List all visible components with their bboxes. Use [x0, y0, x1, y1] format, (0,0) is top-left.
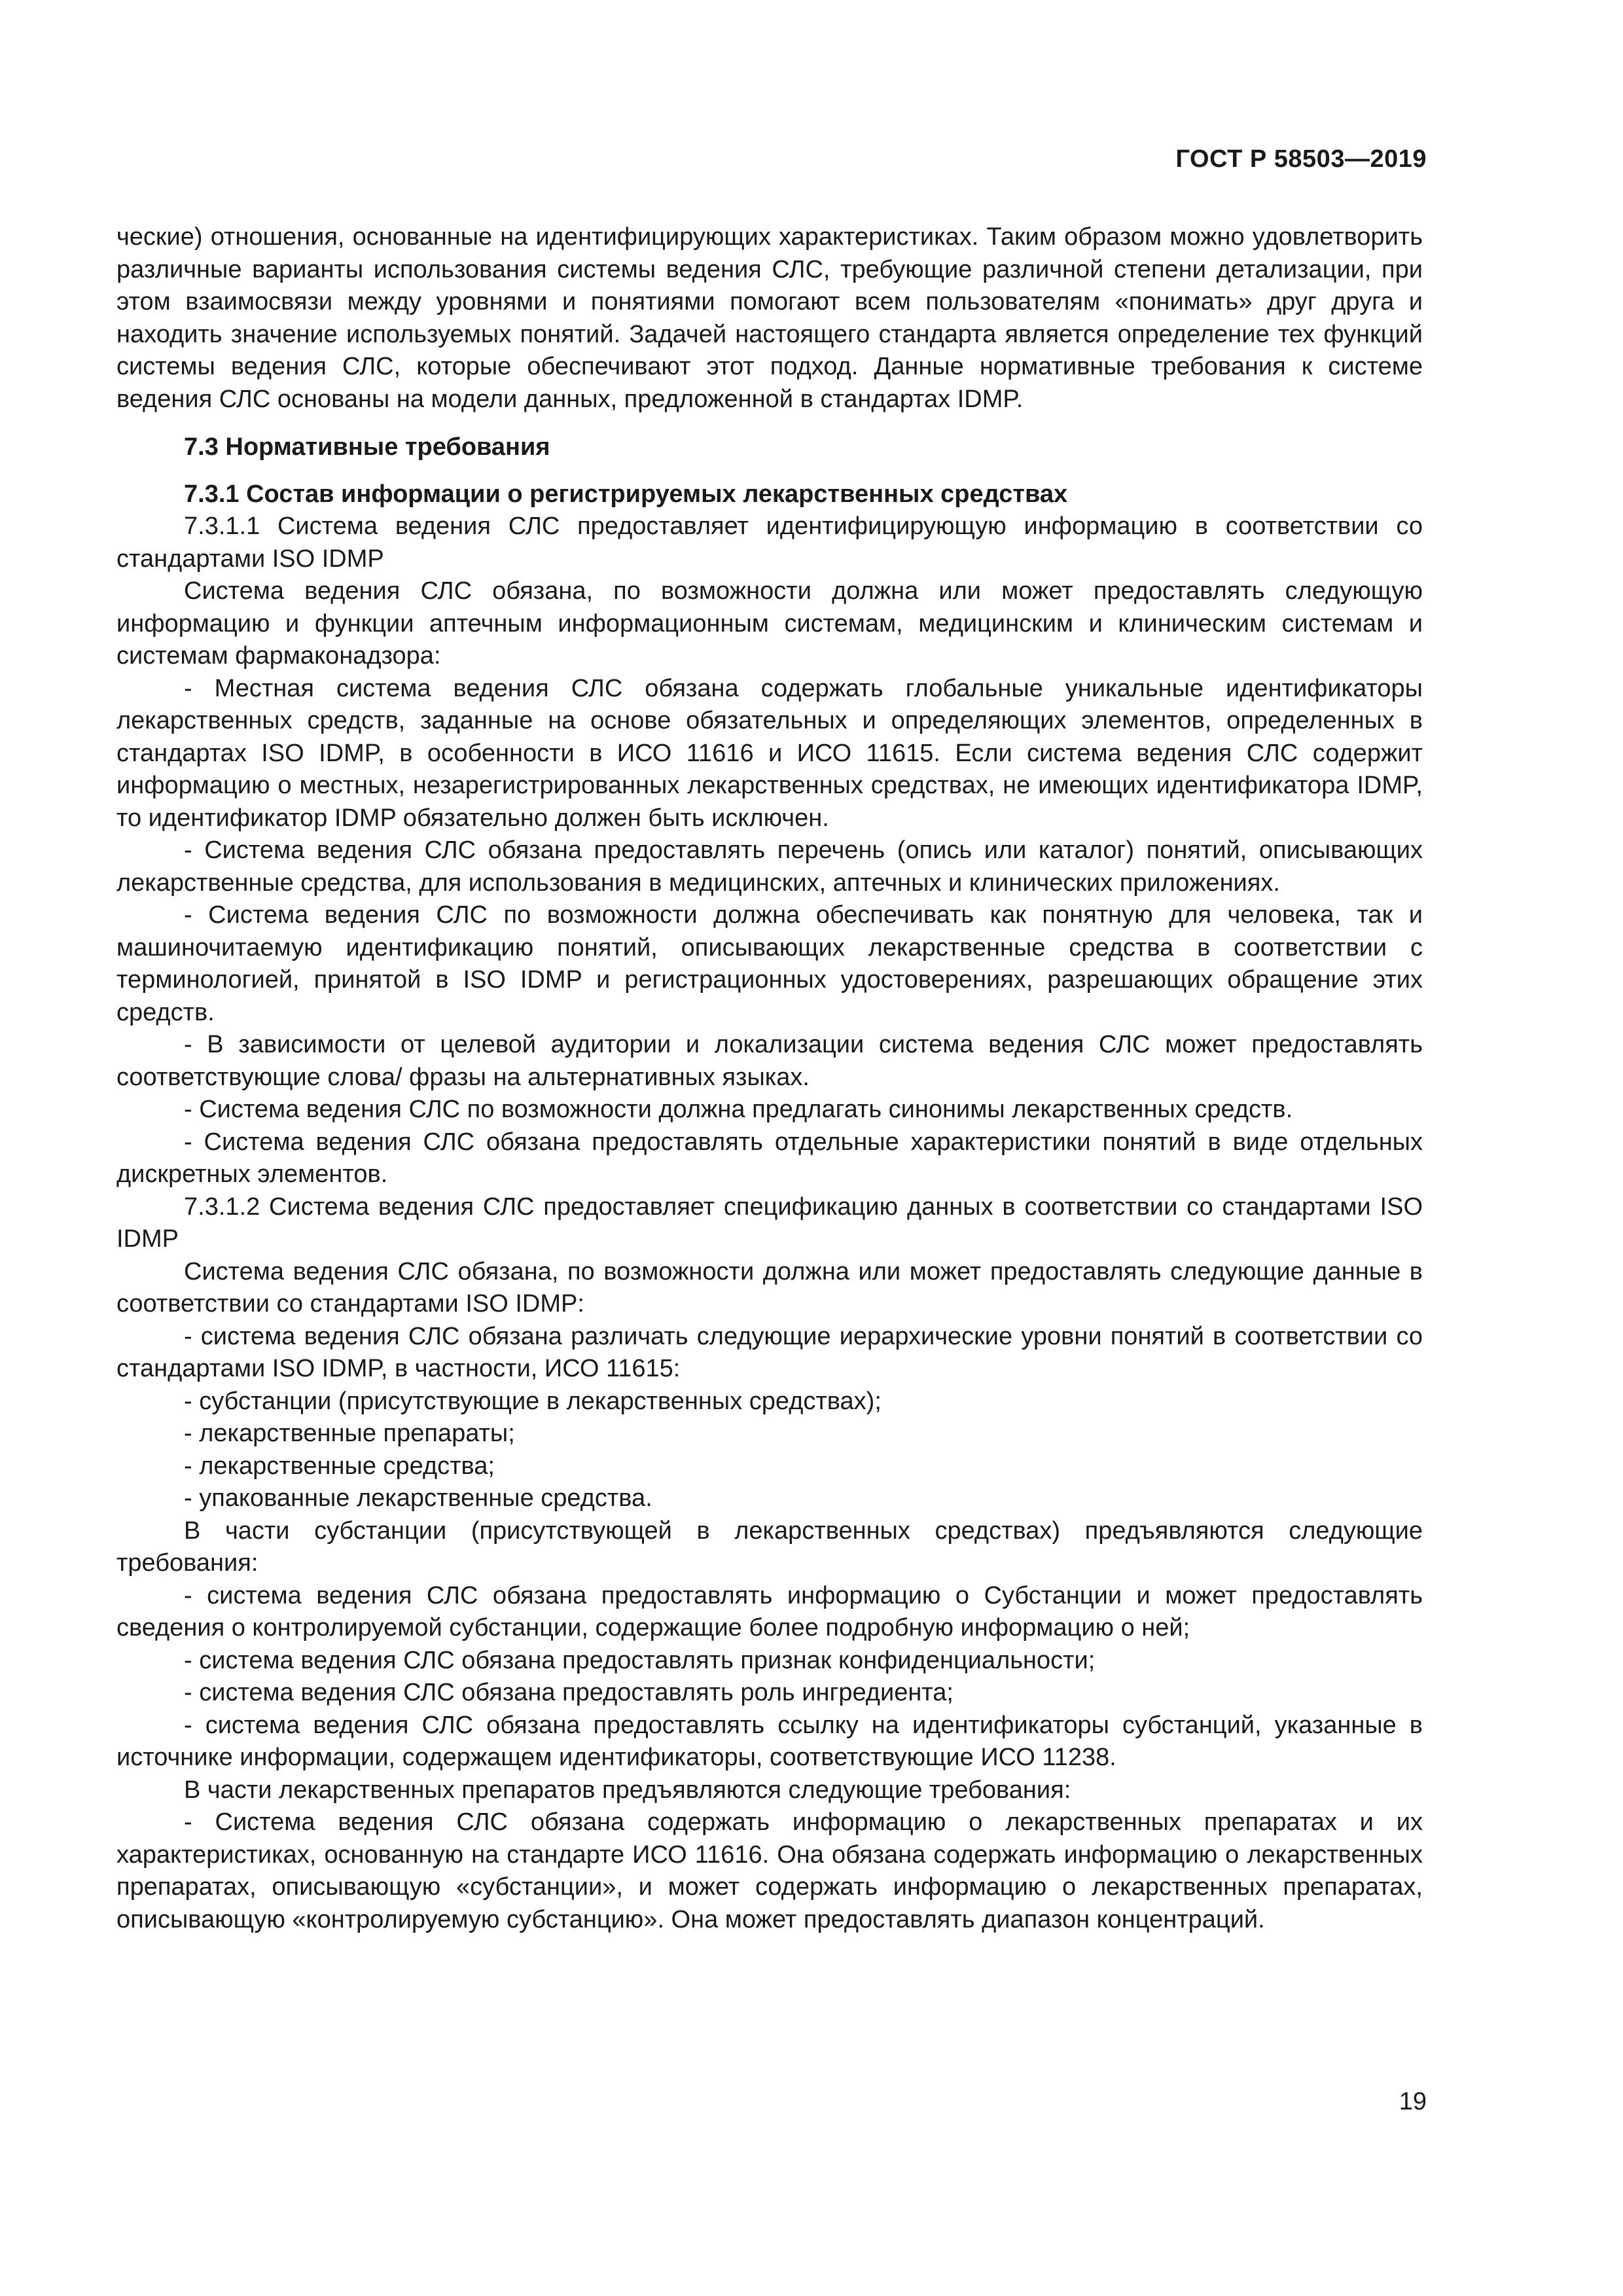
- paragraph: Система ведения СЛС обязана, по возможности должна или может предоставлять следующую информацию и функции аптечным информационным системам, медицинским и клиническим системам и системам фармаконадзора:: [116, 577, 1423, 670]
- page-number: 19: [1399, 2088, 1427, 2115]
- section-heading: 7.3 Нормативные требования: [184, 433, 550, 461]
- paragraph: В части лекарственных препаратов предъявляются следующие требования:: [184, 1776, 1071, 1804]
- list-item: - система ведения СЛС обязана предоставлять информацию о Субстанции и может предоставлять сведения о контролируемой субстанции, содержащие более подробную информацию о ней;: [116, 1581, 1423, 1641]
- list-item: - субстанции (присутствующие в лекарственных средствах);: [184, 1387, 882, 1415]
- subsection-heading: 7.3.1 Состав информации о регистрируемых лекарственных средствах: [184, 480, 1068, 508]
- list-item: - В зависимости от целевой аудитории и локализации система ведения СЛС может предоставлять соответствующие слова/ фразы на альтернативных языках.: [116, 1031, 1423, 1091]
- list-item: - Система ведения СЛС по возможности должна предлагать синонимы лекарственных средств.: [184, 1096, 1293, 1123]
- list-item: - лекарственные средства;: [184, 1452, 495, 1480]
- list-item: - система ведения СЛС обязана предоставлять роль ингредиента;: [184, 1679, 954, 1706]
- list-item: - Местная система ведения СЛС обязана содержать глобальные уникальные идентификаторы лекарственных средств, заданные на основе обязательных и определяющих элементов, определенных в стандартах ISO IDMP, в особенности в ИСО 11616 и ИСО 11615. Если система ведения СЛС содержит информацию о местных, незарегистрированных лекарственных средствах, не имеющих идентификатора IDMP, то идентификатор IDMP обязательно должен быть исключен.: [116, 674, 1423, 832]
- list-item: - Система ведения СЛС по возможности должна обеспечивать как понятную для человека, так и машиночитаемую идентификацию понятий, описывающих лекарственные средства в соответствии с терминологией, принятой в ISO IDMP и регистрационных удостоверениях, разрешающих обращение этих средств.: [116, 901, 1423, 1026]
- list-item: - лекарственные препараты;: [184, 1420, 515, 1447]
- list-item: - Система ведения СЛС обязана содержать информацию о лекарственных препаратах и их характеристиках, основанную на стандарте ИСО 11616. Она обязана содержать информацию о лекарственных препаратах, описывающую «субстанции», и может содержать информацию о лекарственных препаратах, описывающую «контролируемую субстанцию». Она может предоставлять диапазон концентраций.: [116, 1808, 1423, 1933]
- list-item: - упакованные лекарственные средства.: [184, 1484, 652, 1512]
- standard-header: ГОСТ Р 58503—2019: [1175, 145, 1427, 173]
- paragraph: В части субстанции (присутствующей в лекарственных средствах) предъявляются следующие требования:: [116, 1516, 1423, 1577]
- list-item: - система ведения СЛС обязана предоставлять признак конфиденциальности;: [184, 1646, 1096, 1674]
- list-item: - Система ведения СЛС обязана предоставлять перечень (опись или каталог) понятий, описывающих лекарственные средства, для использования в медицинских, аптечных и клинических приложениях.: [116, 836, 1423, 897]
- paragraph: 7.3.1.2 Система ведения СЛС предоставляет спецификацию данных в соответствии со стандартами ISO IDMP: [116, 1193, 1423, 1253]
- document-body: [116, 221, 1423, 1936]
- list-item: - система ведения СЛС обязана предоставлять ссылку на идентификаторы субстанций, указанные в источнике информации, содержащем идентификаторы, соответствующие ИСО 11238.: [116, 1711, 1423, 1771]
- list-item: - Система ведения СЛС обязана предоставлять отдельные характеристики понятий в виде отдельных дискретных элементов.: [116, 1128, 1423, 1188]
- list-item: - система ведения СЛС обязана различать следующие иерархические уровни понятий в соответствии со стандартами ISO IDMP, в частности, ИСО 11615:: [116, 1322, 1423, 1382]
- paragraph: 7.3.1.1 Система ведения СЛС предоставляет идентифицирующую информацию в соответствии со стандартами ISO IDMP: [116, 512, 1423, 573]
- paragraph: ческие) отношения, основанные на идентифицирующих характеристиках. Таким образом можно удовлетворить различные варианты использования системы ведения СЛС, требующие различной степени детализации, при этом взаимосвязи между уровнями и понятиями помогают всем пользователям «понимать» друг друга и находить значение используемых понятий. Задачей настоящего стандарта является определение тех функций системы ведения СЛС, которые обеспечивают этот подход. Данные нормативные требования к системе ведения СЛС основаны на модели данных, предложенной в стандартах IDMP.: [116, 223, 1423, 413]
- paragraph: Система ведения СЛС обязана, по возможности должна или может предоставлять следующие данные в соответствии со стандартами ISO IDMP:: [116, 1257, 1423, 1318]
